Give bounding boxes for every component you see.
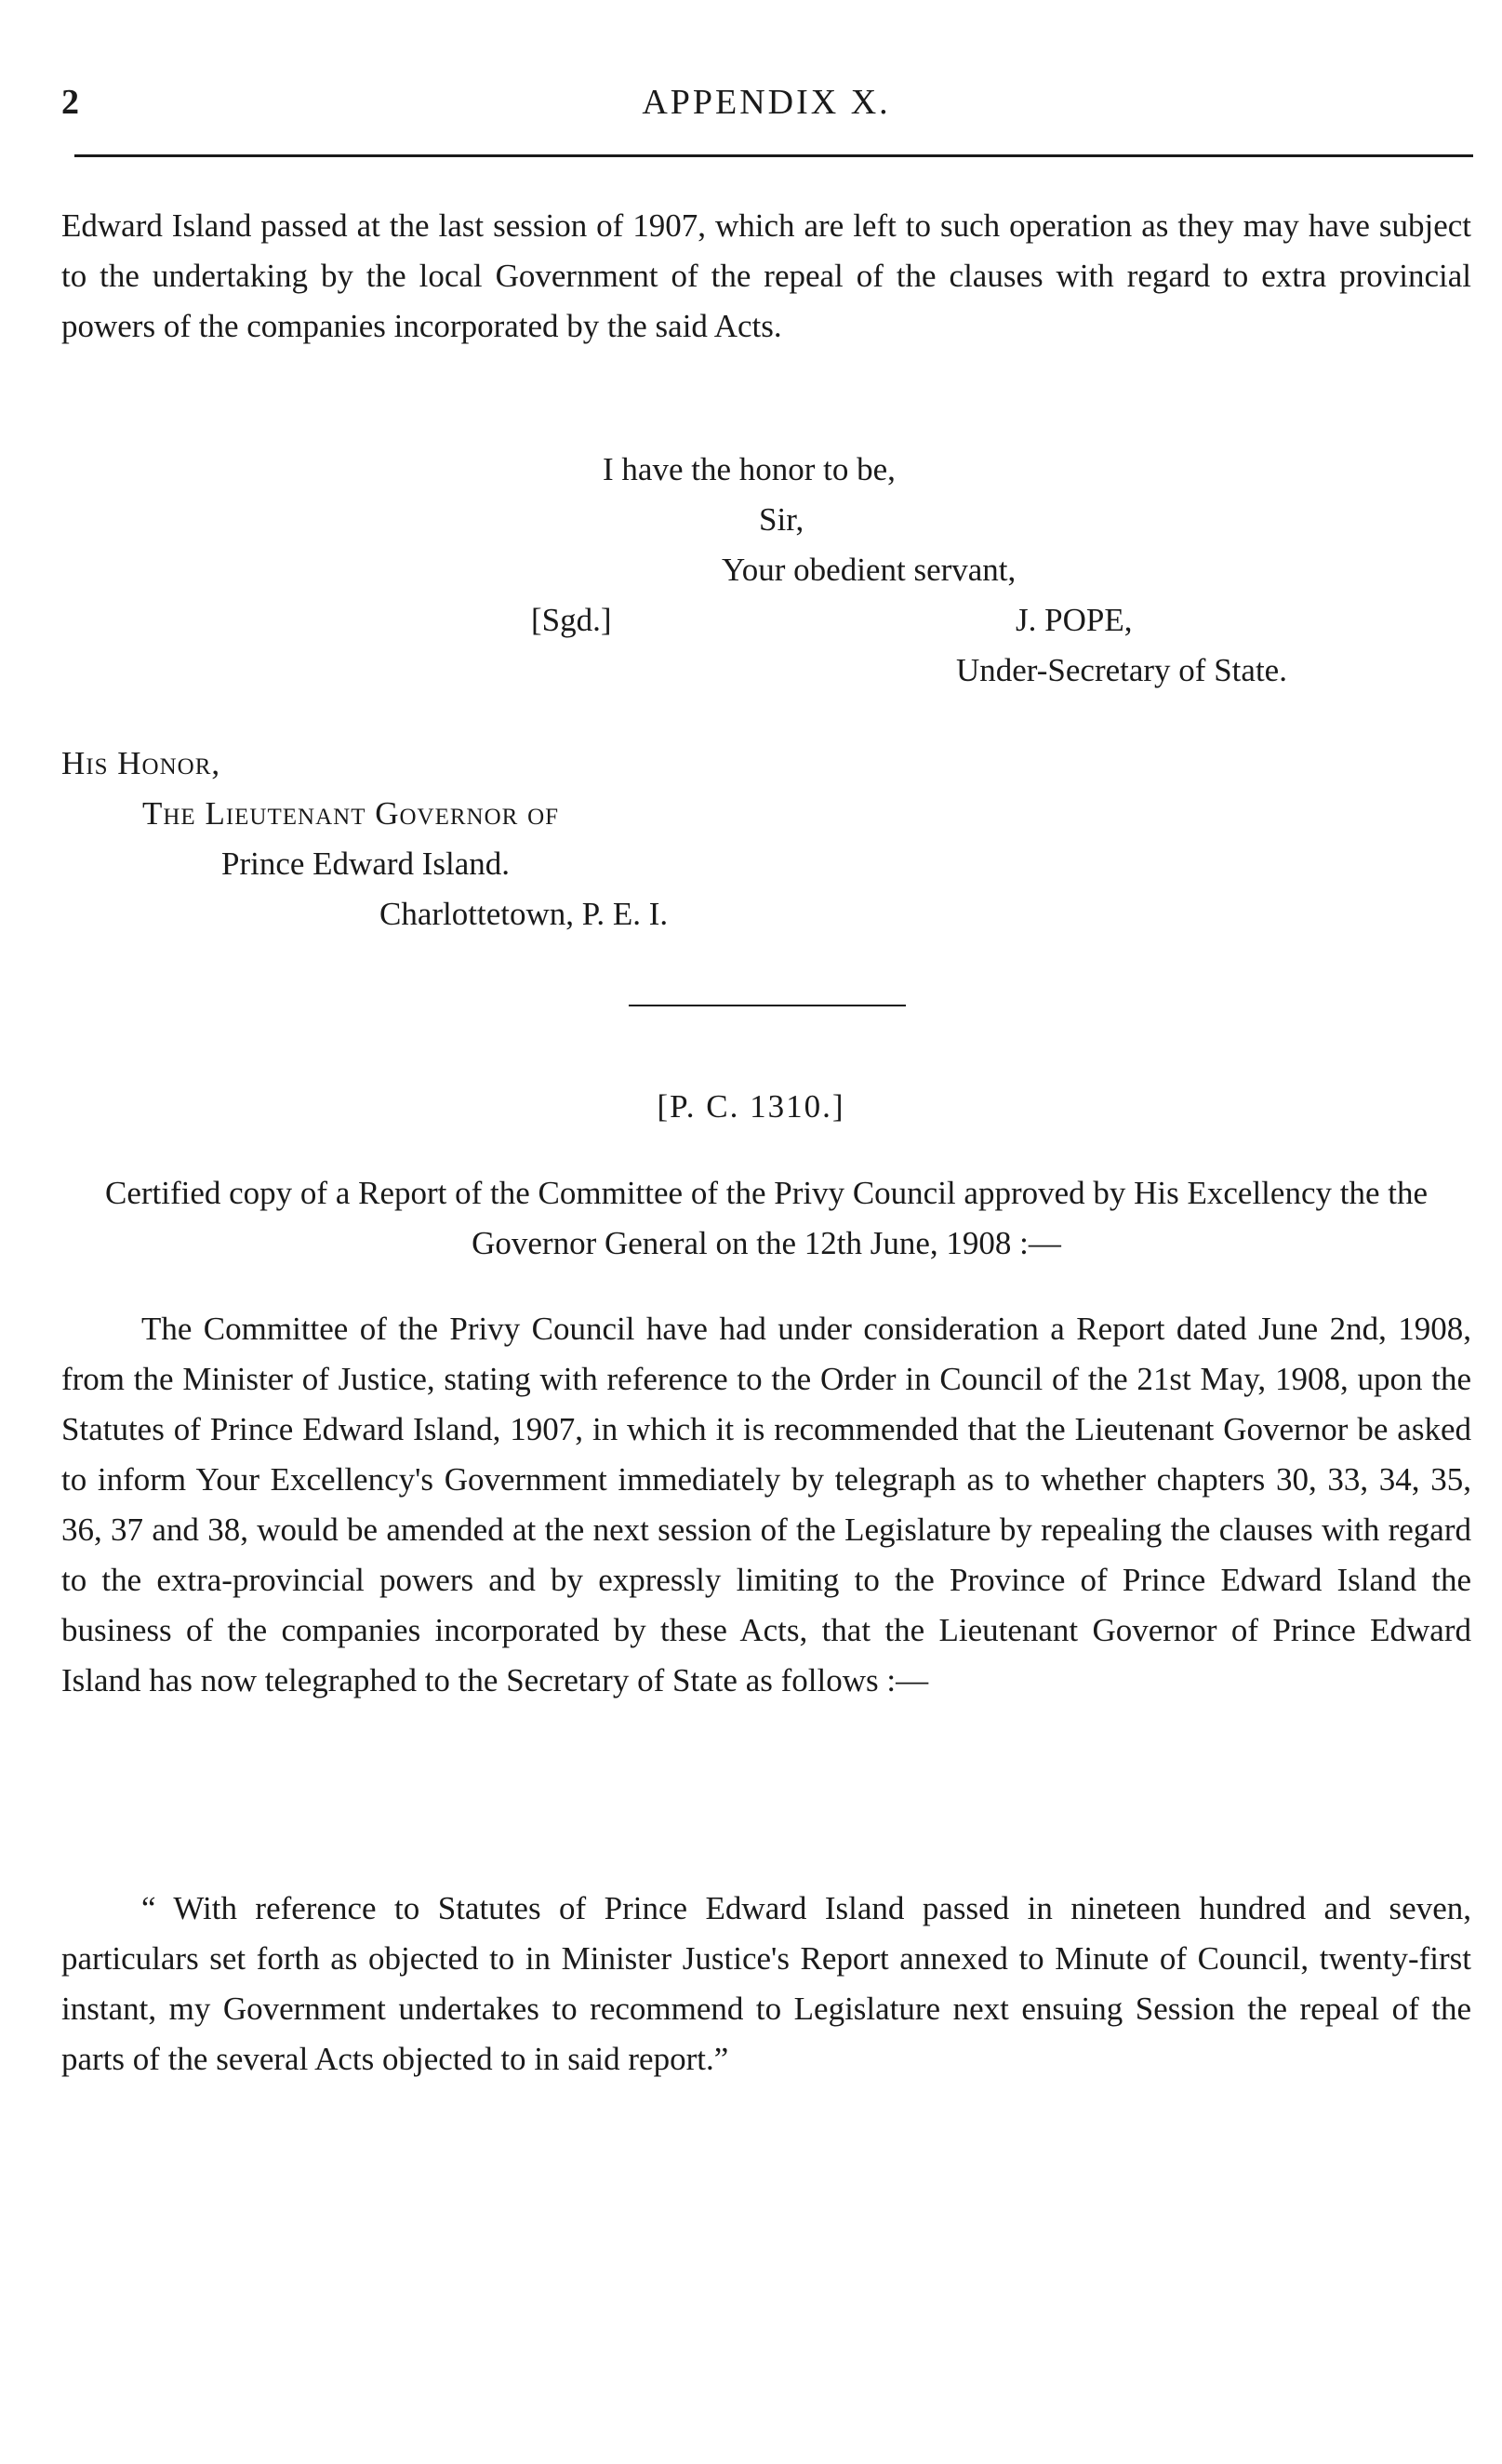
closing-line-1: I have the honor to be, (603, 451, 896, 487)
order-reference: [P. C. 1310.] (657, 1088, 845, 1125)
addressee-line-1: His Honor, (61, 745, 221, 781)
header-rule (74, 154, 1473, 157)
signatory-title: Under-Secretary of State. (956, 652, 1287, 688)
addressee-line-3: Prince Edward Island. (221, 846, 511, 882)
section-divider (629, 1005, 906, 1006)
report-heading: Certified copy of a Report of the Committee of the Privy Council approved by His Excellency the the Governor General on the 12th June, 1908 :— (105, 1175, 1428, 1261)
page-header (61, 82, 1471, 128)
addressee-line-4: Charlottetown, P. E. I. (379, 896, 669, 932)
addressee-line-2: The Lieutenant Governor of (142, 795, 560, 832)
telegram-quote: “ With reference to Statutes of Prince Edward Island passed in nineteen hundred and seven, particulars set forth as objected to in Minister Justice's Report annexed to Minute of Council, twenty-first instant, my Government undertakes to recommend to Legislature next ensuing Session the repeal of the parts of the several Acts objected to in said report.” (61, 1890, 1471, 2077)
signed-mark: [Sgd.] (531, 602, 612, 638)
closing-line-3: Your obedient servant, (722, 552, 1017, 588)
body-paragraph: The Committee of the Privy Council have had under consideration a Report dated June 2nd, 1908, from the Minister of Justice, stating with reference to the Order in Council of the 21st May, 1908, upon the Statutes of Prince Edward Island, 1907, in which it is recommended that the Lieutenant Governor be asked to inform Your Excellency's Government immediately by telegraph as to whether chapters 30, 33, 34, 35, 36, 37 and 38, would be amended at the next session of the Legislature by repealing the clauses with regard to the extra-provincial powers and by expressly limiting to the Province of Prince Edward Island the business of the companies incorporated by these Acts, that the Lieutenant Governor of Prince Edward Island has now telegraphed to the Secretary of State as follows :— (61, 1311, 1471, 1698)
signatory-name: J. POPE, (1016, 602, 1133, 638)
running-head: APPENDIX X. (642, 83, 891, 122)
closing-line-2: Sir, (759, 501, 804, 538)
opening-paragraph: Edward Island passed at the last session of 1907, which are left to such operation as they may have subject to the undertaking by the local Government of the repeal of the clauses with regard to extra provincial powers of the companies incorporated by the said Acts. (61, 207, 1471, 344)
page-number: 2 (61, 83, 80, 122)
